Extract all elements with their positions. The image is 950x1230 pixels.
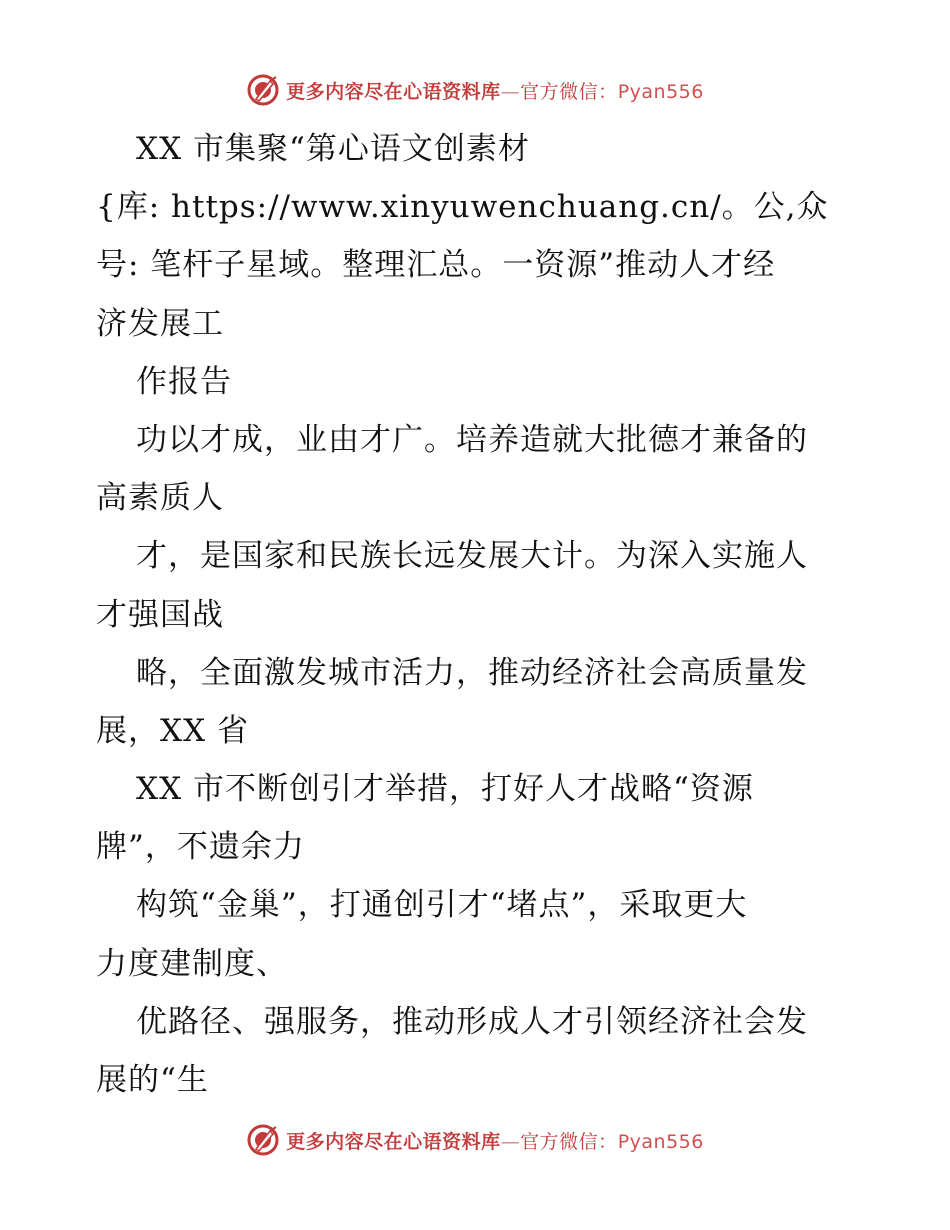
text-line: 略，全面激发城市活力，推动经济社会高质量发 bbox=[136, 654, 808, 691]
text-line: 号: 笔杆子星域。整理汇总。一资源”推动人才经 bbox=[96, 247, 776, 284]
text-line: 作报告 bbox=[136, 363, 232, 400]
banner-label: 官方微信： bbox=[520, 80, 618, 103]
text-line: {库: https://www.xinyuwenchuang.cn/。公,众 bbox=[96, 189, 829, 226]
text-line: XX 市集聚“第心语文创素材 bbox=[136, 131, 530, 167]
text-line: 才，是国家和民族长远发展大计。为深入实施人 bbox=[136, 538, 808, 575]
text-line: XX 市不断创引才举措，打好人才战略“资源 bbox=[136, 771, 754, 808]
banner-text bbox=[286, 77, 704, 104]
quill-logo-icon bbox=[246, 1123, 280, 1157]
text-line: 力度建制度、 bbox=[96, 945, 288, 982]
banner-account: Pyan556 bbox=[617, 80, 704, 103]
banner-separator: — bbox=[500, 80, 521, 103]
text-line: 高素质人 bbox=[96, 480, 224, 517]
banner-account: Pyan556 bbox=[617, 1130, 704, 1153]
text-line: 优路径、强服务，推动形成人才引领经济社会发 bbox=[136, 1003, 808, 1040]
banner-brand: 更多内容尽在心语资料库 bbox=[286, 1130, 501, 1153]
header-banner bbox=[0, 70, 950, 110]
footer-banner bbox=[0, 1120, 950, 1160]
text-line: 才强国战 bbox=[96, 596, 224, 633]
text-line: 展的“生 bbox=[96, 1062, 209, 1098]
banner-brand: 更多内容尽在心语资料库 bbox=[286, 80, 501, 103]
document-body bbox=[96, 120, 856, 1109]
text-line: 展，XX 省 bbox=[96, 712, 249, 749]
banner-text bbox=[286, 1127, 704, 1154]
text-line: 牌”，不遗余力 bbox=[96, 829, 305, 866]
text-line: 功以才成，业由才广。培养造就大批德才兼备的 bbox=[136, 421, 808, 458]
banner-label: 官方微信： bbox=[520, 1130, 618, 1153]
text-line: 济发展工 bbox=[96, 305, 224, 342]
banner-separator: — bbox=[500, 1130, 521, 1153]
text-line: 构筑“金巢”，打通创引才“堵点”，采取更大 bbox=[136, 887, 748, 924]
quill-logo-icon bbox=[246, 73, 280, 107]
